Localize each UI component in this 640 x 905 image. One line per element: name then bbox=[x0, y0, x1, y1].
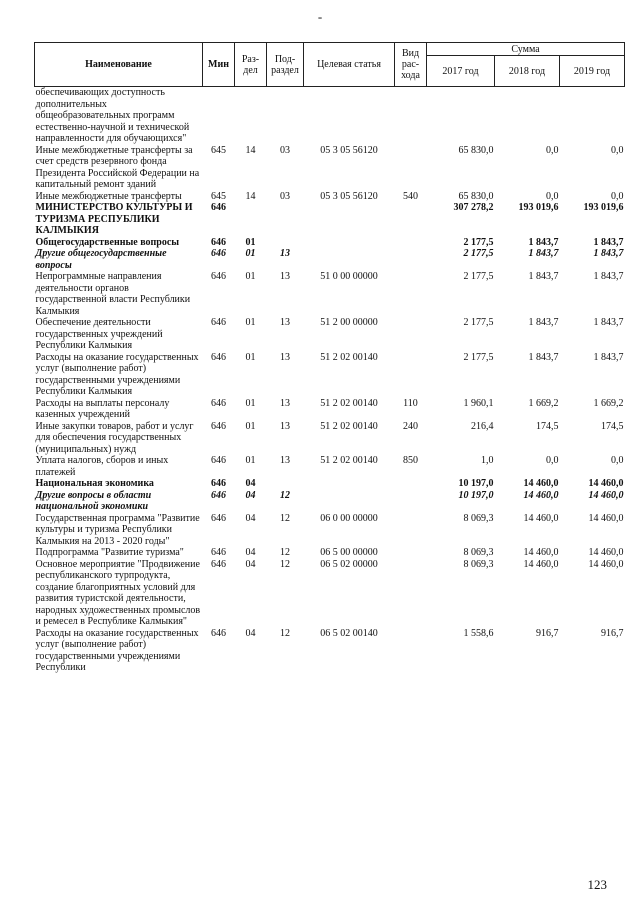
row-sum-2018: 1 843,7 bbox=[528, 351, 559, 363]
row-min: 645 bbox=[211, 190, 226, 202]
row-razdel: 01 bbox=[245, 248, 256, 259]
row-sum-2017: 1 558,6 bbox=[463, 627, 494, 639]
row-sum-2018: 1 843,7 bbox=[528, 271, 559, 282]
row-name: Иные закупки товаров, работ и услуг для обеспечения государственных (муниципальных) нужд bbox=[35, 420, 194, 455]
row-podrazdel: 13 bbox=[280, 397, 290, 409]
row-sum-2019: 916,7 bbox=[601, 627, 624, 639]
row-sum-2019: 1 843,7 bbox=[593, 248, 624, 259]
row-sum-2018: 174,5 bbox=[536, 420, 559, 432]
row-sum-2018: 1 843,7 bbox=[528, 248, 559, 259]
row-min: 646 bbox=[211, 547, 226, 558]
row-vid: 240 bbox=[403, 420, 418, 432]
row-razdel bbox=[235, 87, 267, 145]
row-name: Государственная программа "Развитие культуры и туризма Республики Калмыкия на 2013 - 2020 годы" bbox=[35, 512, 200, 547]
row-razdel: 01 bbox=[245, 397, 256, 409]
row-name: Непрограммные направления деятельности органов государственной власти Республики Калмыкия bbox=[35, 271, 191, 317]
row-vid bbox=[395, 145, 427, 191]
col-summa-header: Сумма bbox=[427, 43, 625, 56]
row-sum-2018: 193 019,6 bbox=[518, 202, 559, 213]
row-vid bbox=[395, 547, 427, 559]
col-razdel-header: Раз-дел bbox=[235, 43, 267, 87]
row-podrazdel: 12 bbox=[280, 489, 290, 501]
row-sum-2017: 2 177,5 bbox=[463, 351, 494, 363]
row-sum-2019: 1 843,7 bbox=[593, 236, 624, 248]
row-podrazdel bbox=[267, 478, 304, 490]
col-target-header: Целевая статья bbox=[304, 43, 395, 87]
row-target: 51 2 02 00140 bbox=[320, 420, 378, 432]
table-row bbox=[35, 317, 625, 352]
row-sum-2019: 14 460,0 bbox=[588, 512, 624, 524]
row-target bbox=[304, 478, 395, 490]
row-min: 646 bbox=[211, 420, 226, 432]
row-razdel: 01 bbox=[245, 317, 256, 328]
row-vid bbox=[395, 237, 427, 249]
col-vid-header: Вид рас-хода bbox=[395, 43, 427, 87]
row-min: 646 bbox=[211, 351, 226, 363]
row-sum-2017: 8 069,3 bbox=[463, 558, 494, 570]
row-sum-2017: 10 197,0 bbox=[458, 478, 494, 489]
row-sum-2017: 2 177,5 bbox=[463, 248, 494, 259]
table-row bbox=[35, 513, 625, 548]
col-name-header: Наименование bbox=[35, 43, 203, 87]
row-razdel: 01 bbox=[245, 236, 256, 248]
table-row bbox=[35, 455, 625, 478]
row-sum-2017: 8 069,3 bbox=[463, 547, 494, 558]
row-sum-2019: 1 843,7 bbox=[593, 317, 624, 328]
row-sum-2017: 65 830,0 bbox=[458, 144, 494, 156]
row-podrazdel: 13 bbox=[280, 271, 290, 282]
row-podrazdel: 12 bbox=[280, 627, 290, 639]
table-row bbox=[35, 478, 625, 490]
row-sum-2017 bbox=[427, 87, 495, 145]
row-sum-2018: 14 460,0 bbox=[523, 547, 559, 558]
table-row bbox=[35, 191, 625, 203]
budget-table bbox=[34, 42, 625, 674]
row-min: 646 bbox=[211, 202, 226, 213]
row-name: Расходы на оказание государственных услуг (выполнение работ) государственными учреждениями Республики Калмыкия bbox=[35, 351, 199, 397]
row-razdel: 01 bbox=[245, 420, 256, 432]
row-razdel: 04 bbox=[245, 627, 256, 639]
row-target: 06 5 00 00000 bbox=[320, 547, 378, 558]
table-header bbox=[35, 43, 625, 87]
table-row bbox=[35, 547, 625, 559]
col-2019-header: 2019 год bbox=[560, 56, 625, 87]
row-razdel: 01 bbox=[245, 455, 256, 466]
row-target: 51 2 02 00140 bbox=[320, 455, 378, 466]
row-sum-2018: 14 460,0 bbox=[523, 558, 559, 570]
row-target: 06 0 00 00000 bbox=[320, 512, 378, 524]
row-sum-2018: 0,0 bbox=[546, 190, 559, 202]
row-target bbox=[304, 490, 395, 513]
row-vid bbox=[395, 352, 427, 398]
row-razdel: 04 bbox=[245, 478, 256, 489]
row-sum-2019: 1 843,7 bbox=[593, 271, 624, 282]
row-sum-2019: 14 460,0 bbox=[588, 558, 624, 570]
row-min: 645 bbox=[211, 144, 226, 156]
row-vid bbox=[395, 490, 427, 513]
row-podrazdel: 12 bbox=[280, 547, 290, 558]
row-razdel: 01 bbox=[245, 351, 256, 363]
col-2018-header: 2018 год bbox=[495, 56, 560, 87]
row-sum-2019: 0,0 bbox=[611, 455, 624, 466]
row-target bbox=[304, 202, 395, 237]
row-podrazdel bbox=[267, 237, 304, 249]
row-name: Иные межбюджетные трансферты за счет средств резервного фонда Президента Российской Федерации на капитальный ремонт зданий bbox=[35, 144, 200, 190]
row-min: 646 bbox=[211, 455, 226, 466]
table-row bbox=[35, 202, 625, 237]
row-sum-2018: 14 460,0 bbox=[523, 512, 559, 524]
row-sum-2017: 2 177,5 bbox=[463, 271, 494, 282]
row-podrazdel bbox=[267, 87, 304, 145]
row-vid bbox=[395, 248, 427, 271]
row-min: 646 bbox=[211, 478, 226, 489]
table-row bbox=[35, 490, 625, 513]
row-sum-2017: 1 960,1 bbox=[463, 397, 494, 409]
row-sum-2017: 216,4 bbox=[471, 420, 494, 432]
row-sum-2019: 14 460,0 bbox=[588, 547, 624, 558]
row-vid bbox=[395, 317, 427, 352]
row-sum-2018 bbox=[495, 87, 560, 145]
row-razdel: 04 bbox=[245, 489, 256, 501]
row-podrazdel: 12 bbox=[280, 512, 290, 524]
row-min bbox=[203, 87, 235, 145]
row-sum-2018: 1 669,2 bbox=[528, 397, 559, 409]
row-min: 646 bbox=[211, 248, 226, 259]
row-min: 646 bbox=[211, 512, 226, 524]
row-vid bbox=[395, 271, 427, 317]
row-target: 05 3 05 56120 bbox=[320, 190, 378, 202]
row-min: 646 bbox=[211, 627, 226, 639]
row-target: 06 5 02 00140 bbox=[320, 627, 378, 639]
table-row bbox=[35, 248, 625, 271]
row-razdel bbox=[235, 202, 267, 237]
row-podrazdel: 13 bbox=[280, 248, 290, 259]
row-sum-2019: 14 460,0 bbox=[588, 489, 624, 501]
row-razdel: 04 bbox=[245, 512, 256, 524]
row-name: МИНИСТЕРСТВО КУЛЬТУРЫ И ТУРИЗМА РЕСПУБЛИКИ КАЛМЫКИЯ bbox=[35, 202, 193, 236]
row-name: обеспечивающих доступность дополнительных общеобразовательных программ естественно-научной и технической направленности для обучающихся" bbox=[35, 87, 190, 144]
row-target: 51 0 00 00000 bbox=[320, 271, 378, 282]
row-sum-2019: 14 460,0 bbox=[588, 478, 624, 489]
row-name: Расходы на оказание государственных услуг (выполнение работ) государственными учреждениями Республики bbox=[35, 627, 199, 673]
row-sum-2017: 10 197,0 bbox=[458, 489, 494, 501]
row-vid bbox=[395, 202, 427, 237]
row-sum-2019: 193 019,6 bbox=[583, 202, 624, 213]
row-razdel: 04 bbox=[245, 547, 256, 558]
row-podrazdel: 13 bbox=[280, 351, 290, 363]
row-sum-2018: 0,0 bbox=[546, 455, 559, 466]
row-sum-2017: 2 177,5 bbox=[463, 317, 494, 328]
table-row bbox=[35, 87, 625, 145]
row-podrazdel: 03 bbox=[280, 144, 290, 156]
row-vid bbox=[395, 559, 427, 628]
row-target: 06 5 02 00000 bbox=[320, 558, 378, 570]
row-sum-2019: 0,0 bbox=[611, 190, 624, 202]
row-name: Подпрограмма "Развитие туризма" bbox=[35, 547, 184, 558]
row-sum-2017: 65 830,0 bbox=[458, 190, 494, 202]
row-razdel: 04 bbox=[245, 558, 256, 570]
row-vid: 850 bbox=[403, 455, 418, 466]
col-podrazdel-header: Под-раздел bbox=[267, 43, 304, 87]
row-min: 646 bbox=[211, 489, 226, 501]
row-podrazdel bbox=[267, 202, 304, 237]
row-target bbox=[304, 248, 395, 271]
row-name: Другие общегосударственные вопросы bbox=[35, 248, 167, 271]
row-sum-2018: 1 843,7 bbox=[528, 317, 559, 328]
row-sum-2018: 1 843,7 bbox=[528, 236, 559, 248]
row-sum-2018: 14 460,0 bbox=[523, 489, 559, 501]
col-2017-header: 2017 год bbox=[427, 56, 495, 87]
row-name: Общегосударственные вопросы bbox=[35, 236, 180, 248]
row-podrazdel: 03 bbox=[280, 190, 290, 202]
table-row bbox=[35, 559, 625, 628]
row-sum-2017: 8 069,3 bbox=[463, 512, 494, 524]
page-number: 123 bbox=[587, 877, 607, 892]
row-sum-2017: 1,0 bbox=[481, 455, 494, 466]
row-vid bbox=[395, 513, 427, 548]
row-name: Расходы на выплаты персоналу казенных учреждений bbox=[35, 397, 170, 420]
table-row bbox=[35, 398, 625, 421]
table-row bbox=[35, 271, 625, 317]
row-sum-2019 bbox=[560, 87, 625, 145]
table-row bbox=[35, 145, 625, 191]
row-sum-2018: 0,0 bbox=[546, 144, 559, 156]
row-podrazdel: 13 bbox=[280, 317, 290, 328]
table-body bbox=[35, 87, 625, 674]
row-podrazdel: 12 bbox=[280, 558, 290, 570]
row-sum-2017: 307 278,2 bbox=[453, 202, 494, 213]
row-min: 646 bbox=[211, 271, 226, 282]
row-sum-2018: 14 460,0 bbox=[523, 478, 559, 489]
row-vid bbox=[395, 87, 427, 145]
row-sum-2018: 916,7 bbox=[536, 627, 559, 639]
row-podrazdel: 13 bbox=[280, 455, 290, 466]
row-sum-2019: 0,0 bbox=[611, 144, 624, 156]
row-razdel: 14 bbox=[245, 190, 256, 202]
row-sum-2019: 1 843,7 bbox=[593, 351, 624, 363]
row-vid bbox=[395, 628, 427, 674]
row-target bbox=[304, 237, 395, 249]
row-sum-2019: 1 669,2 bbox=[593, 397, 624, 409]
table-row bbox=[35, 421, 625, 456]
row-target: 51 2 02 00140 bbox=[320, 351, 378, 363]
row-podrazdel: 13 bbox=[280, 420, 290, 432]
row-vid: 110 bbox=[403, 397, 418, 409]
row-sum-2017: 2 177,5 bbox=[463, 236, 494, 248]
row-min: 646 bbox=[211, 397, 226, 409]
row-vid bbox=[395, 478, 427, 490]
row-name: Другие вопросы в области национальной экономики bbox=[35, 489, 152, 512]
row-name: Уплата налогов, сборов и иных платежей bbox=[35, 455, 169, 478]
row-name: Основное мероприятие "Продвижение республиканского турпродукта, создание благоприятных условий для развития туристской деятельности, народных художественных промыслов и ремесел в Республике Калмыкия" bbox=[35, 558, 201, 627]
row-min: 646 bbox=[211, 317, 226, 328]
row-name: Национальная экономика bbox=[35, 478, 154, 489]
row-name: Иные межбюджетные трансферты bbox=[35, 190, 182, 202]
row-target: 51 2 02 00140 bbox=[320, 397, 378, 409]
col-min-header: Мин bbox=[203, 43, 235, 87]
row-razdel: 01 bbox=[245, 271, 256, 282]
row-min: 646 bbox=[211, 236, 226, 248]
header-mark: - bbox=[317, 9, 323, 24]
table-row bbox=[35, 352, 625, 398]
row-target bbox=[304, 87, 395, 145]
row-name: Обеспечение деятельности государственных учреждений Республики Калмыкия bbox=[35, 317, 163, 351]
row-sum-2019: 174,5 bbox=[601, 420, 624, 432]
table-row bbox=[35, 237, 625, 249]
row-target: 51 2 00 00000 bbox=[320, 317, 378, 328]
row-razdel: 14 bbox=[245, 144, 256, 156]
row-vid: 540 bbox=[403, 190, 418, 202]
row-min: 646 bbox=[211, 558, 226, 570]
table-row bbox=[35, 628, 625, 674]
row-target: 05 3 05 56120 bbox=[320, 144, 378, 156]
